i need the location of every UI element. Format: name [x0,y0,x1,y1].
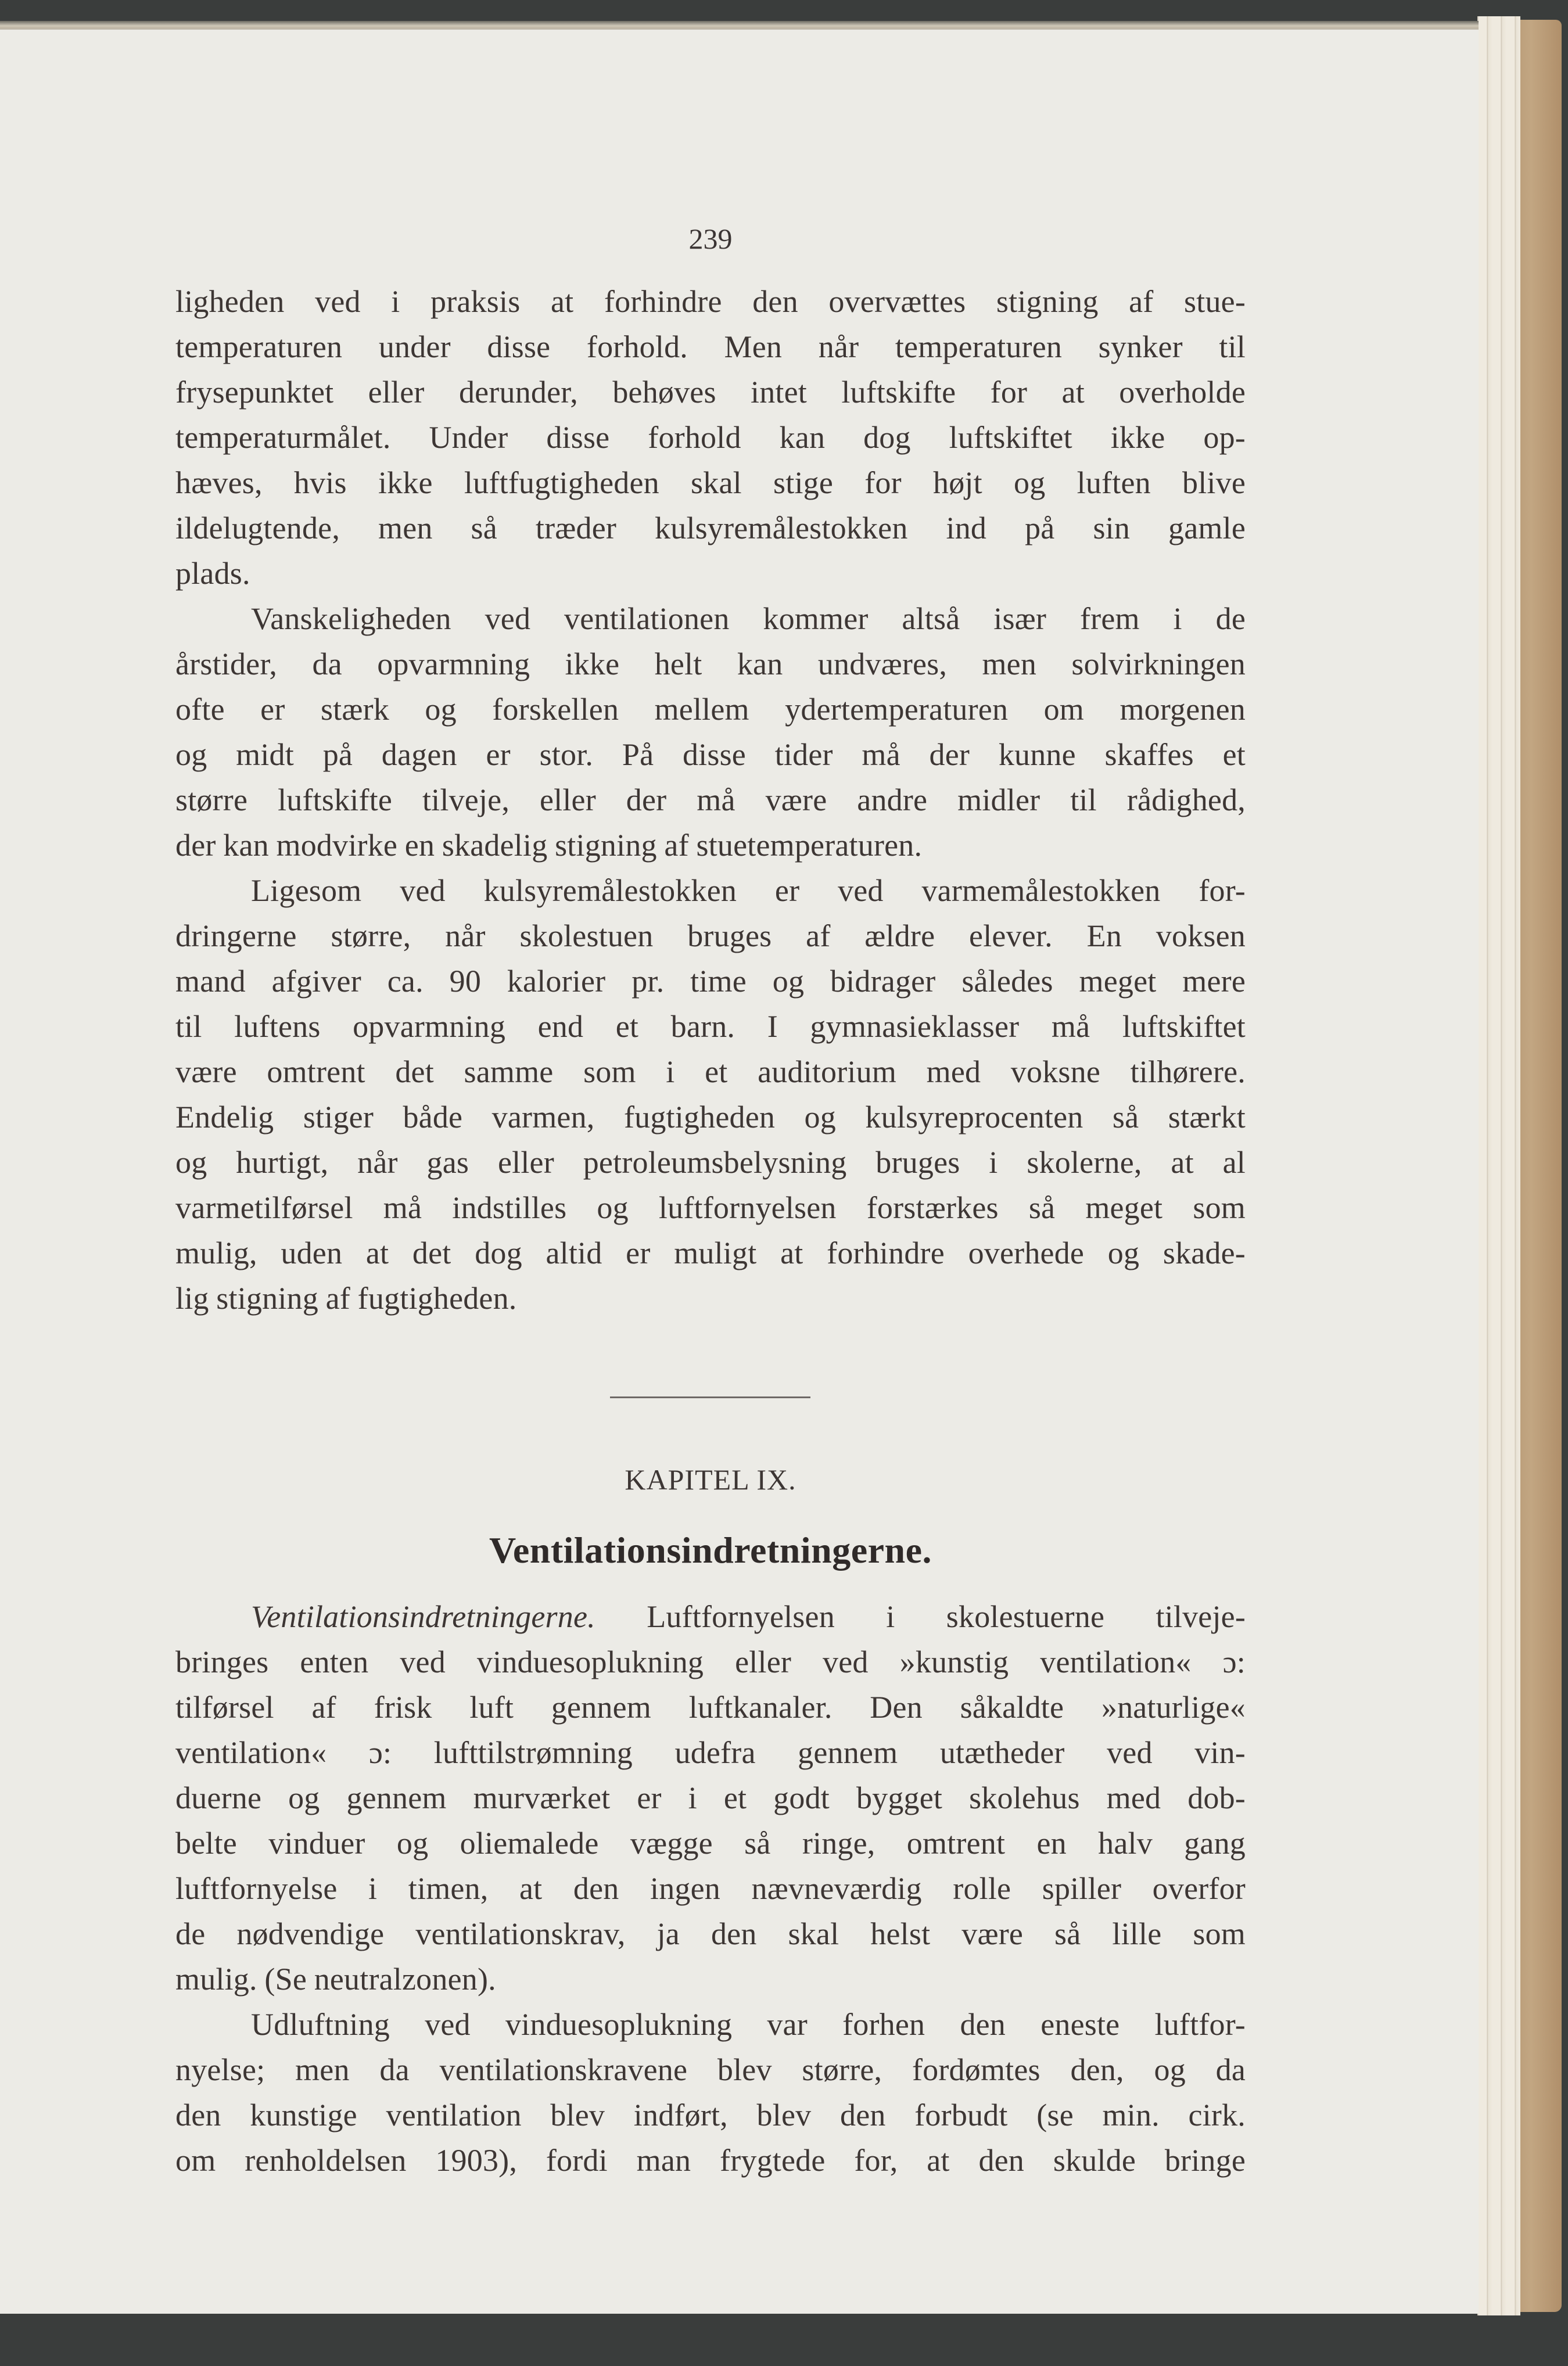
text-line: temperaturen under disse forhold. Men når temperaturen synker til [175,329,1246,364]
text-line: den kunstige ventilation blev indført, blev den forbudt (se min. cirk. [175,2098,1246,2132]
text-line: plads. [175,556,250,591]
text-line: og hurtigt, når gas eller petroleumsbelysning bruges i skolerne, at al [175,1145,1246,1180]
paragraph-2 [175,596,1246,868]
text-line: mulig. (Se neutralzonen). [175,1962,496,1997]
text-line: varmetilførsel må indstilles og luftfornyelsen forstærkes så meget som [175,1190,1246,1225]
text-line: årstider, da opvarmning ikke helt kan undværes, men solvirkningen [175,647,1246,681]
text-line: Udluftning ved vinduesoplukning var forhen den eneste luftfor- [251,2007,1246,2042]
chapter-title: Ventilationsindretningerne. [489,1530,932,1571]
text-line: større luftskifte tilveje, eller der må være andre midler til rådighed, [175,782,1246,817]
paragraph-4 [175,1594,1246,2002]
text-line: nyelse; men da ventilationskravene blev større, fordømtes den, og da [175,2052,1246,2087]
text-line: Endelig stiger både varmen, fugtigheden og kulsyreprocenten så stærkt [175,1100,1246,1134]
text-line: ligheden ved i praksis at forhindre den overvættes stigning af stue- [175,284,1246,319]
page-number: 239 [688,222,733,255]
text-line: belte vinduer og oliemalede vægge så ringe, omtrent en halv gang [175,1826,1246,1861]
text-line: lig stigning af fugtigheden. [175,1281,517,1316]
paragraph-3 [175,868,1246,1321]
text-line: mand afgiver ca. 90 kalorier pr. time og bidrager således meget mere [175,964,1246,999]
text-line: ildelugtende, men så træder kulsyremålestokken ind på sin gamle [175,511,1246,545]
text-line: Vanskeligheden ved ventilationen kommer altså især frem i de [251,601,1246,636]
text-line: der kan modvirke en skadelig stigning af stuetemperaturen. [175,828,923,863]
text-line: om renholdelsen 1903), fordi man frygtede for, at den skulde bringe [175,2143,1246,2178]
text-line: være omtrent det samme som i et auditorium med voksne tilhørere. [175,1054,1246,1089]
chapter-label: KAPITEL IX. [625,1463,796,1496]
text-line: og midt på dagen er stor. På disse tider må der kunne skaffes et [175,737,1246,772]
text-line-rest: Luftfornyelsen i skolestuerne tilveje- [647,1599,1246,1634]
text-line: Ligesom ved kulsyremålestokken er ved varmemålestokken for- [251,873,1246,908]
page-stack-edges [1477,16,1520,2315]
paragraph-1 [175,279,1246,596]
text-line: de nødvendige ventilationskrav, ja den skal helst være så lille som [175,1916,1246,1951]
section-divider [610,1396,810,1398]
text-line: ventilation« ɔ: lufttilstrømning udefra gennem utætheder ved vin- [175,1735,1246,1770]
text-line [175,1594,1246,1639]
text-line: duerne og gennem murværket er i et godt bygget skolehus med dob- [175,1780,1246,1815]
text-line: luftfornyelse i timen, at den ingen nævneværdig rolle spiller overfor [175,1871,1246,1906]
text-column [175,216,1246,2183]
paragraph-5 [175,2002,1246,2183]
text-line: ofte er stærk og forskellen mellem ydertemperaturen om morgenen [175,692,1246,727]
text-line: bringes enten ved vinduesoplukning eller ved »kunstig ventilation« ɔ: [175,1645,1246,1679]
text-line: mulig, uden at det dog altid er muligt at forhindre overhede og skade- [175,1236,1246,1270]
text-line: tilførsel af frisk luft gennem luftkanaler. Den såkaldte »naturlige« [175,1690,1246,1725]
text-line: til luftens opvarmning end et barn. I gymnasieklasser må luftskiftet [175,1009,1246,1044]
text-line: temperaturmålet. Under disse forhold kan dog luftskiftet ikke op- [175,420,1246,455]
text-line: frysepunktet eller derunder, behøves intet luftskifte for at overholde [175,375,1246,410]
text-line: hæves, hvis ikke luftfugtigheden skal stige for højt og luften blive [175,465,1246,500]
text-line: dringerne større, når skolestuen bruges af ældre elever. En voksen [175,918,1246,953]
paragraph-lead: Ventilationsindretningerne. [251,1599,595,1634]
